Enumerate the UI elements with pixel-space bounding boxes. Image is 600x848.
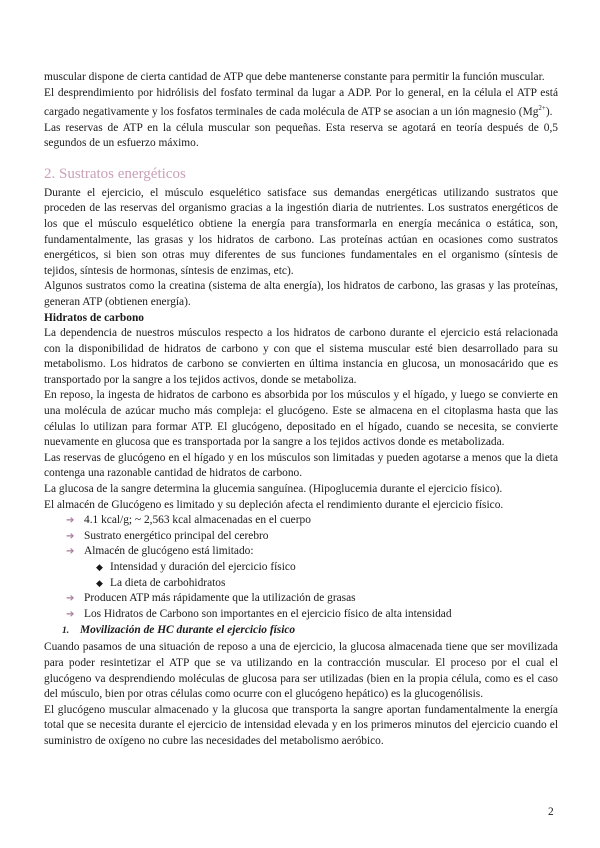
paragraph-atp-intro: muscular dispone de cierta cantidad de ATP que debe mantenerse constante para permitir la función muscular.: [44, 71, 545, 83]
arrow-right-icon: ➔: [66, 546, 75, 558]
diamond-icon: ◆: [96, 577, 103, 588]
paragraph-hc-dependence: La dependencia de nuestros músculos respecto a los hidratos de carbono durante el ejercicio está relacionada con la disponibilidad de hidratos de carbono y con que el sistema muscular esté bien desarrollado para su metabolismo. Los hidratos de carbono se convierten en última instancia en glucosa, un monosacárido que es transportado por la sangre a los tejidos activos, donde se metaboliza.: [44, 327, 558, 386]
subsection-title: Hidratos de carbono: [44, 311, 144, 324]
heading-number: 1.: [62, 626, 70, 637]
bullet-list: [44, 513, 558, 560]
arrow-right-icon: ➔: [66, 515, 75, 527]
arrow-right-icon: ➔: [66, 593, 75, 605]
arrow-right-icon: ➔: [66, 530, 75, 542]
page-content: [44, 70, 558, 750]
paragraph-atp-reserves: Las reservas de ATP en la célula muscular son pequeñas. Esta reserva se agotará en teoría después de 0,5 segundos de un esfuerzo máximo.: [44, 121, 558, 150]
heading-text: Movilización de HC durante el ejercicio físico: [80, 624, 296, 637]
paragraph-substrates-atp: Algunos sustratos como la creatina (sistema de alta energía), los hidratos de carbono, las grasas y las proteínas, generan ATP (obtienen energía).: [44, 280, 558, 308]
section-title: 2. Sustratos energéticos: [44, 165, 186, 182]
list-item: ➔ Sustrato energético principal del cerebro: [44, 529, 558, 545]
paragraph-hc-rest: En reposo, la ingesta de hidratos de carbono es absorbida por los músculos y el hígado, y luego se convierte en una molécula de azúcar mucho más compleja: el glucógeno. Este se almacena en el citoplasma hasta que las células lo utilizan para formar ATP. El glucógeno, depositado en el hígado, cuando se necesita, se convierte nuevamente en glucosa que es transportada por la sangre a los tejidos activos donde es metabolizada.: [44, 389, 558, 449]
superscript: 2+: [538, 104, 546, 113]
page-number: 2: [548, 806, 554, 818]
paragraph-glycogen-store: El almacén de Glucógeno es limitado y su depleción afecta el rendimiento durante el ejercicio físico.: [44, 498, 504, 511]
list-item: ➔ Producen ATP más rápidamente que la utilización de grasas: [44, 591, 558, 607]
bullet-list: [44, 591, 558, 622]
list-item: ➔ 4.1 kcal/g; ~ 2,563 kcal almacenadas en el cuerpo: [44, 513, 558, 529]
arrow-right-icon: ➔: [66, 608, 75, 620]
paragraph-muscle-glycogen: El glucógeno muscular almacenado y la glucosa que transporta la sangre aportan fundamentalmente la energía total que se necesita durante el ejercicio de intensidad elevada y en los primeros minutos del ejercicio cuando el suministro de oxígeno no cubre las necesidades del metabolismo aeróbico.: [44, 703, 558, 747]
list-item: ◆ Intensidad y duración del ejercicio físico: [44, 560, 558, 576]
paragraph-substrates: Durante el ejercicio, el músculo esquelético satisface sus demandas energéticas utilizando sustratos que proceden de las reservas del organismo gracias a la ingestión diaria de nutrientes. Los sustratos energéticos de los que el músculo esquelético obtiene la energía para transformarla en energía mecánica o estática, son, fundamentalmente, las grasas y los hidratos de carbono. Las proteínas actúan en ocasiones como sustratos energéticos, si bien son otras muy diferentes de sus funciones fundamentales en el organismo (síntesis de tejidos, síntesis de hormonas, síntesis de enzimas, etc).: [44, 186, 558, 277]
list-item: ➔ Los Hidratos de Carbono son importantes en el ejercicio físico de alta intensidad: [44, 607, 558, 623]
numbered-heading: [44, 622, 558, 640]
paragraph-mobilization: Cuando pasamos de una situación de reposo a una de ejercicio, la glucosa almacenada tiene que ser movilizada para poder resintetizar el ATP que se va utilizando en la contracción muscular. El proceso por el cual el glucógeno va desprendiendo moléculas de glucosa para ser utilizadas (bien en la propia célula, como es el caso del músculo, bien por otras células como ocurre con el glucógeno hepático) es la glucogenólisis.: [44, 641, 558, 701]
paragraph-glucose: La glucosa de la sangre determina la glucemia sanguínea. (Hipoglucemia durante el ejercicio físico).: [44, 483, 503, 496]
diamond-icon: ◆: [96, 562, 103, 573]
list-item: ◆ La dieta de carbohidratos: [44, 576, 558, 592]
list-item: ➔ Almacén de glucógeno está limitado:: [44, 544, 558, 560]
paragraph-atp-hydrolysis: El desprendimiento por hidrólisis del fosfato terminal da lugar a ADP. Por lo general, en la célula el ATP está cargado negativamente y los fosfatos terminales de cada molécula de ATP se asocian a un ión magnesio $(Mg^{2+})$.: [44, 86, 558, 118]
paragraph-hc-reserves: Las reservas de glucógeno en el hígado y en los músculos son limitadas y pueden agotarse a menos que la dieta contenga una razonable cantidad de hidratos de carbono.: [44, 451, 558, 480]
sub-bullet-list: [44, 560, 558, 591]
